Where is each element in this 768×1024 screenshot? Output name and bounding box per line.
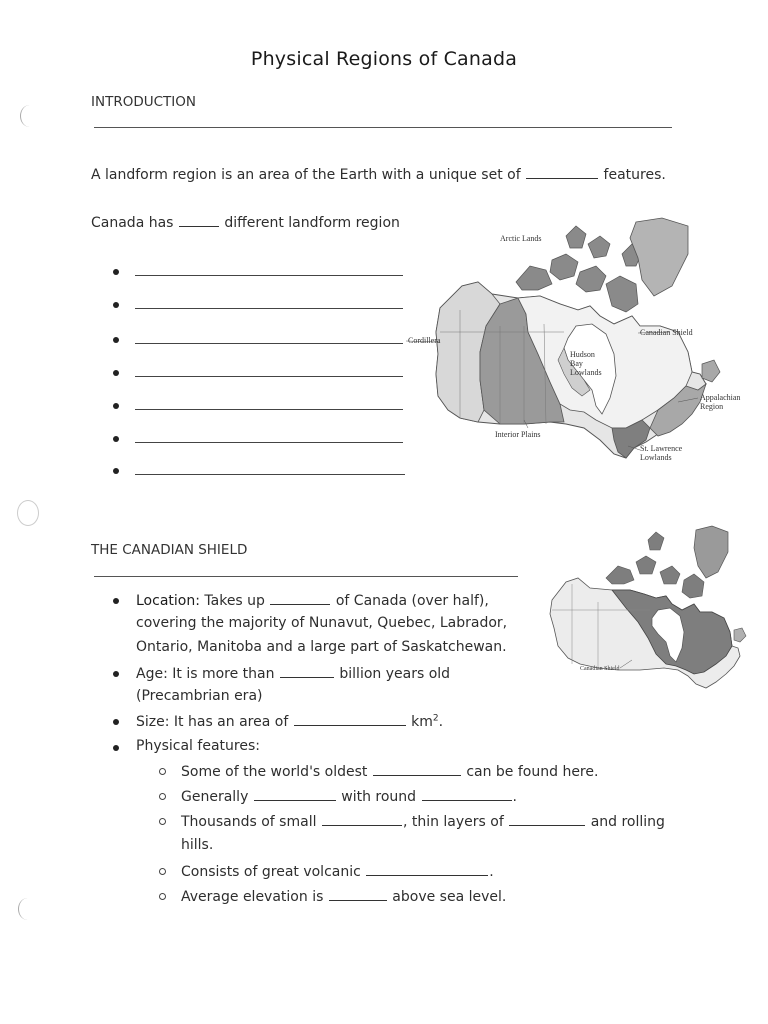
feature-2-text-a: Generally <box>181 789 249 805</box>
bullet-icon <box>113 370 119 376</box>
hudson-label-line-2: Bay <box>570 359 583 369</box>
map-label-st-lawrence-lowlands <box>640 444 682 462</box>
answer-line[interactable] <box>135 376 403 377</box>
feature-3-blank-2[interactable] <box>509 812 585 826</box>
sub-bullet-icon <box>159 893 166 900</box>
location-label: Location: <box>136 593 200 609</box>
age-text-a: It is more than <box>172 666 275 682</box>
feature-2 <box>159 787 517 805</box>
bullet-icon <box>113 598 119 604</box>
feature-2-blank-2[interactable] <box>422 787 512 801</box>
hudson-label-line-3: Lowlands <box>570 368 602 378</box>
feature-3-text-a: Thousands of small <box>181 814 317 830</box>
regions-text-before: Canada has <box>91 215 174 231</box>
region-blank-3[interactable] <box>113 333 413 349</box>
regions-sentence <box>91 213 400 231</box>
feature-3-text-b: , thin layers of <box>402 814 504 830</box>
age-blank[interactable] <box>280 664 334 678</box>
bullet-icon <box>113 745 119 751</box>
features-item <box>113 738 260 754</box>
binder-mark-top <box>20 105 39 127</box>
size-blank[interactable] <box>294 712 406 726</box>
feature-3-blank-1[interactable] <box>322 812 402 826</box>
age-text-b: billion years old <box>339 666 451 682</box>
age-item <box>113 664 450 682</box>
feature-1 <box>159 762 598 780</box>
shield-heading-rule <box>94 576 518 577</box>
bullet-icon <box>113 436 119 442</box>
map2-label-canadian-shield: Canadian Shield <box>580 666 620 672</box>
location-text-b: of Canada (over half), <box>335 593 489 609</box>
feature-1-text-b: can be found here. <box>466 764 599 780</box>
region-blank-7[interactable] <box>113 464 413 480</box>
landform-features-blank[interactable] <box>526 165 598 179</box>
location-blank[interactable] <box>270 591 330 605</box>
map-label-appalachian-region <box>700 393 740 411</box>
canada-regions-map-graphic <box>400 214 768 480</box>
feature-3-line-2: hills. <box>181 837 214 853</box>
size-unit-exponent: 2 <box>432 713 439 724</box>
size-end: . <box>438 714 444 730</box>
map-label-canadian-shield: Canadian Shield <box>640 328 693 337</box>
location-line-2: covering the majority of Nunavut, Quebec, Labrador, <box>136 615 508 631</box>
bullet-icon <box>113 671 119 677</box>
location-item <box>113 591 489 609</box>
region-blank-2[interactable] <box>113 298 413 314</box>
regions-count-blank[interactable] <box>179 213 219 227</box>
map-label-hudson-bay-lowlands <box>570 350 602 378</box>
sub-bullet-icon <box>159 868 166 875</box>
feature-4-blank[interactable] <box>366 862 488 876</box>
appalachian-label-line-2: Region <box>700 402 724 412</box>
landform-text-before: A landform region is an area of the Earth with a unique set of <box>91 167 521 183</box>
answer-line[interactable] <box>135 442 403 443</box>
size-unit: km <box>411 714 433 730</box>
answer-line[interactable] <box>135 343 403 344</box>
shield-map-graphic <box>540 522 760 692</box>
answer-line[interactable] <box>135 308 403 309</box>
feature-4-text-a: Consists of great volcanic <box>181 864 361 880</box>
stl-label-line-1: St. Lawrence <box>640 444 683 453</box>
answer-line[interactable] <box>135 409 403 410</box>
hudson-label-line-1: Hudson <box>570 350 595 359</box>
appalachian-label-line-1: Appalachian <box>700 393 741 402</box>
shield-heading: THE CANADIAN SHIELD <box>91 542 248 558</box>
answer-line[interactable] <box>135 275 403 276</box>
location-line-3: Ontario, Manitoba and a large part of Saskatchewan. <box>136 639 507 655</box>
feature-4-text-b: . <box>489 864 494 880</box>
landform-sentence <box>91 165 666 183</box>
feature-3 <box>159 812 665 830</box>
feature-5-blank[interactable] <box>329 887 387 901</box>
bullet-icon <box>113 468 119 474</box>
stl-label-line-2: Lowlands <box>640 453 672 463</box>
size-label: Size: <box>136 714 170 730</box>
size-text-a: It has an area of <box>173 714 289 730</box>
sub-bullet-icon <box>159 793 166 800</box>
feature-1-blank[interactable] <box>373 762 461 776</box>
answer-line[interactable] <box>135 474 405 475</box>
landform-text-after: features. <box>603 167 666 183</box>
bullet-icon <box>113 269 119 275</box>
feature-2-text-b: with round <box>341 789 417 805</box>
feature-4 <box>159 862 494 880</box>
canadian-shield-map <box>540 522 760 692</box>
feature-2-blank-1[interactable] <box>254 787 336 801</box>
feature-5 <box>159 887 506 905</box>
age-line-2: (Precambrian era) <box>136 688 263 704</box>
intro-heading: INTRODUCTION <box>91 94 196 110</box>
bullet-icon <box>113 719 119 725</box>
feature-3-text-c: and rolling <box>590 814 665 830</box>
features-label: Physical features: <box>136 738 260 754</box>
sub-bullet-icon <box>159 818 166 825</box>
region-blank-5[interactable] <box>113 399 413 415</box>
region-blank-1[interactable] <box>113 265 413 281</box>
map-label-cordillera: Cordillera <box>408 336 441 345</box>
size-item <box>113 712 443 730</box>
feature-1-text-a: Some of the world's oldest <box>181 764 368 780</box>
feature-5-text-b: above sea level. <box>392 889 507 905</box>
page-title: Physical Regions of Canada <box>250 48 518 70</box>
bullet-icon <box>113 302 119 308</box>
bullet-icon <box>113 337 119 343</box>
region-blank-6[interactable] <box>113 432 413 448</box>
location-text-a: Takes up <box>204 593 265 609</box>
feature-5-text-a: Average elevation is <box>181 889 324 905</box>
binder-mark-bottom <box>18 898 37 920</box>
binder-hole <box>17 500 39 526</box>
sub-bullet-icon <box>159 768 166 775</box>
map-label-interior-plains: Interior Plains <box>495 430 541 439</box>
intro-heading-rule <box>94 127 672 128</box>
bullet-icon <box>113 403 119 409</box>
age-label: Age: <box>136 666 168 682</box>
landform-regions-map <box>400 214 768 480</box>
region-blank-4[interactable] <box>113 366 413 382</box>
map-label-arctic-lands: Arctic Lands <box>500 234 542 243</box>
regions-text-after: different landform region <box>224 215 400 231</box>
feature-2-text-c: . <box>512 789 517 805</box>
